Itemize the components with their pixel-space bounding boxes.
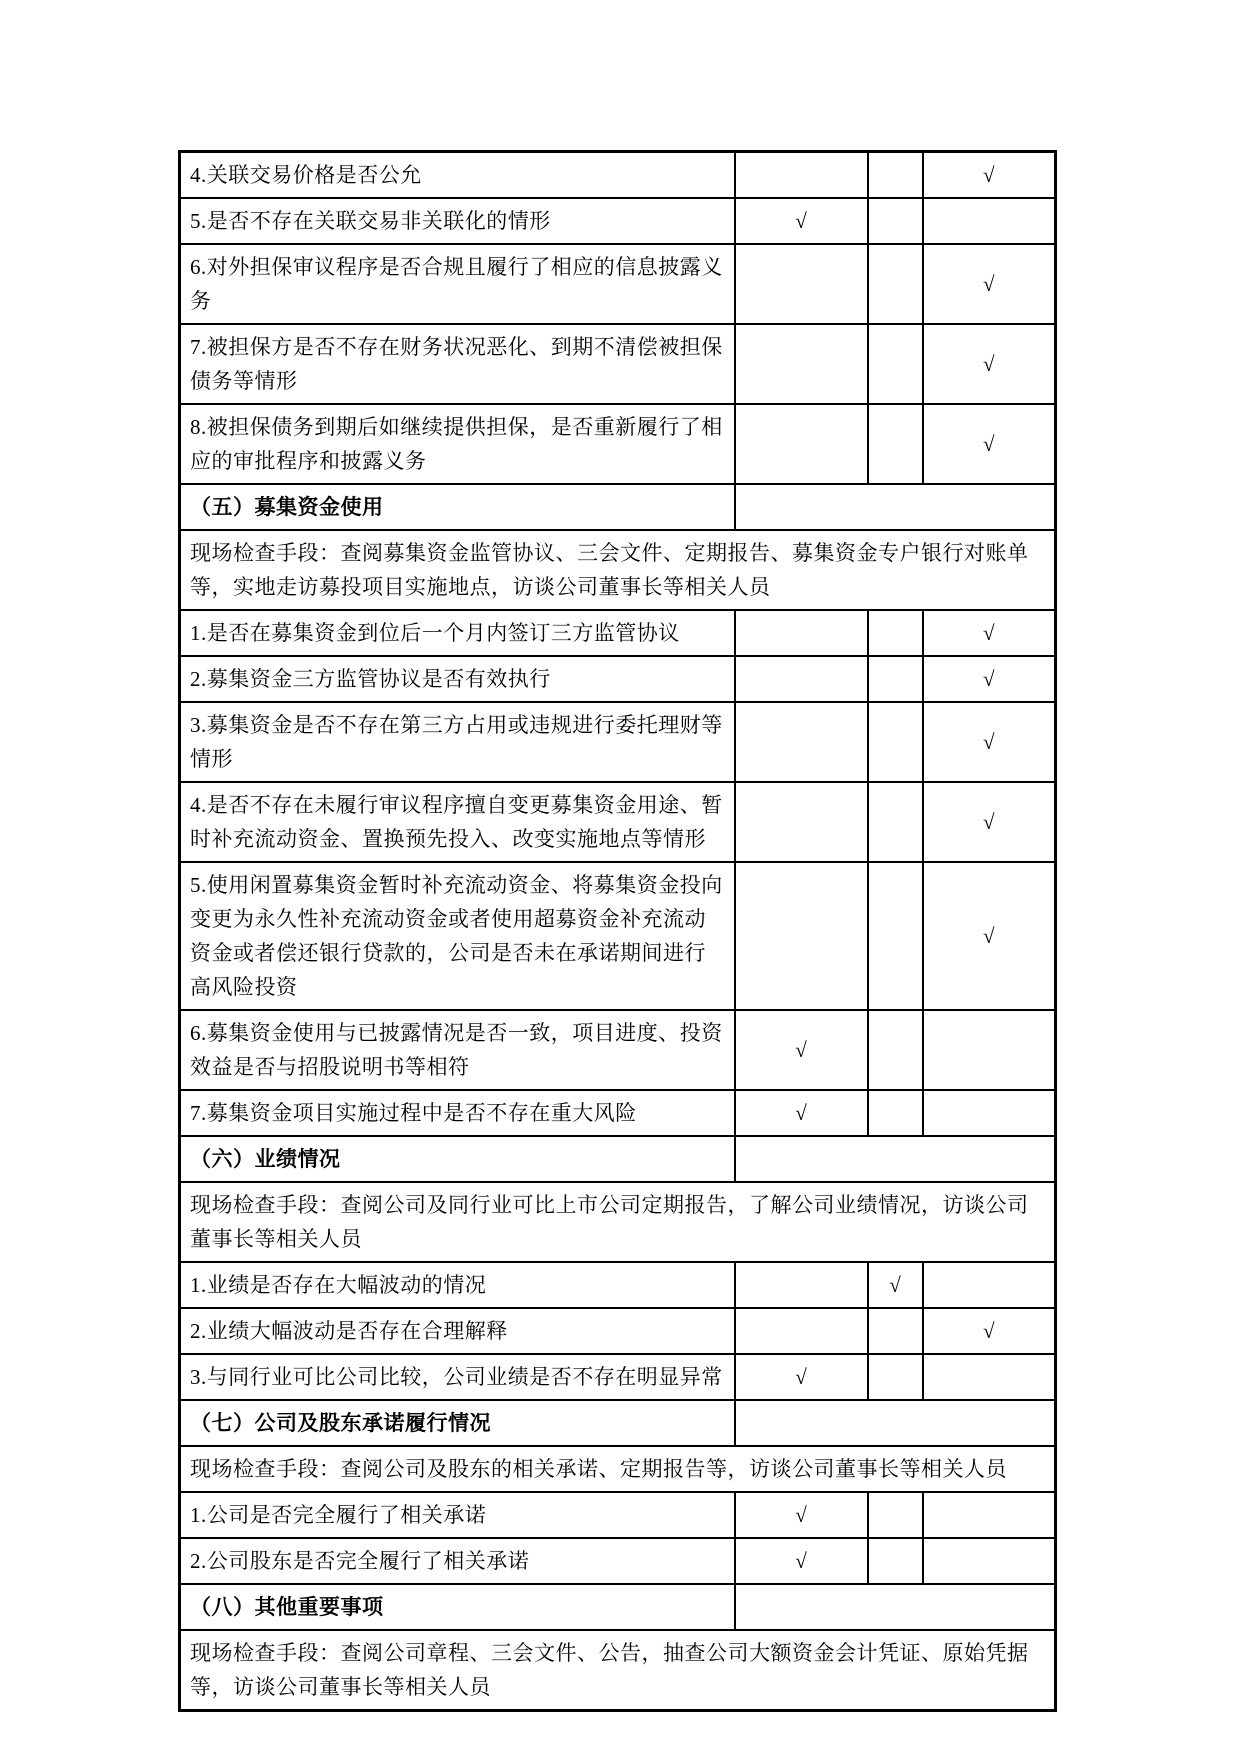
check-cell-col2 xyxy=(868,702,923,782)
item-text-cell: 3.与同行业可比公司比较，公司业绩是否不存在明显异常 xyxy=(180,1354,735,1400)
check-cell-col2 xyxy=(868,656,923,702)
item-text-cell: 4.关联交易价格是否公允 xyxy=(180,152,735,199)
check-cell-col2 xyxy=(868,1538,923,1584)
item-text-cell: 3.募集资金是否不存在第三方占用或违规进行委托理财等情形 xyxy=(180,702,735,782)
check-mark-col3: √ xyxy=(923,244,1056,324)
check-cell-col2 xyxy=(868,244,923,324)
section-header-empty-cell xyxy=(735,1584,1056,1630)
check-cell-col2 xyxy=(868,1308,923,1354)
checklist-body xyxy=(180,152,1056,1711)
checklist-row xyxy=(180,1182,1056,1262)
checklist-row xyxy=(180,198,1056,244)
checklist-row xyxy=(180,1354,1056,1400)
checklist-row xyxy=(180,484,1056,530)
check-cell-col2 xyxy=(868,1492,923,1538)
checklist-row xyxy=(180,1136,1056,1182)
check-cell-col1 xyxy=(735,862,868,1010)
item-text-cell: 2.募集资金三方监管协议是否有效执行 xyxy=(180,656,735,702)
check-mark-col3: √ xyxy=(923,152,1056,199)
checklist-row xyxy=(180,1262,1056,1308)
check-mark-col2: √ xyxy=(868,1262,923,1308)
check-mark-col1: √ xyxy=(735,1354,868,1400)
checklist-row xyxy=(180,862,1056,1010)
check-cell-col3 xyxy=(923,1538,1056,1584)
item-text-cell: 1.业绩是否存在大幅波动的情况 xyxy=(180,1262,735,1308)
check-mark-col3: √ xyxy=(923,656,1056,702)
check-cell-col1 xyxy=(735,152,868,199)
check-cell-col2 xyxy=(868,198,923,244)
check-mark-col1: √ xyxy=(735,1492,868,1538)
check-cell-col2 xyxy=(868,152,923,199)
checklist-row xyxy=(180,610,1056,656)
inspection-method-note: 现场检查手段：查阅公司及股东的相关承诺、定期报告等，访谈公司董事长等相关人员 xyxy=(180,1446,1056,1492)
section-header-cell: （六）业绩情况 xyxy=(180,1136,735,1182)
section-header-empty-cell xyxy=(735,1400,1056,1446)
check-cell-col1 xyxy=(735,656,868,702)
check-cell-col2 xyxy=(868,782,923,862)
check-cell-col2 xyxy=(868,324,923,404)
section-header-cell: （五）募集资金使用 xyxy=(180,484,735,530)
item-text-cell: 7.被担保方是否不存在财务状况恶化、到期不清偿被担保债务等情形 xyxy=(180,324,735,404)
check-mark-col1: √ xyxy=(735,1090,868,1136)
inspection-checklist-table xyxy=(178,150,1057,1712)
check-cell-col2 xyxy=(868,610,923,656)
check-cell-col1 xyxy=(735,404,868,484)
checklist-row xyxy=(180,530,1056,610)
item-text-cell: 6.募集资金使用与已披露情况是否一致，项目进度、投资效益是否与招股说明书等相符 xyxy=(180,1010,735,1090)
checklist-row xyxy=(180,1010,1056,1090)
check-cell-col2 xyxy=(868,1354,923,1400)
section-header-empty-cell xyxy=(735,1136,1056,1182)
section-header-empty-cell xyxy=(735,484,1056,530)
inspection-method-note: 现场检查手段：查阅公司及同行业可比上市公司定期报告，了解公司业绩情况，访谈公司董事长等相关人员 xyxy=(180,1182,1056,1262)
check-cell-col3 xyxy=(923,1010,1056,1090)
check-mark-col3: √ xyxy=(923,404,1056,484)
item-text-cell: 8.被担保债务到期后如继续提供担保，是否重新履行了相应的审批程序和披露义务 xyxy=(180,404,735,484)
checklist-row xyxy=(180,1492,1056,1538)
checklist-row xyxy=(180,152,1056,199)
check-cell-col1 xyxy=(735,324,868,404)
check-mark-col3: √ xyxy=(923,1308,1056,1354)
checklist-row xyxy=(180,404,1056,484)
checklist-row xyxy=(180,1446,1056,1492)
check-cell-col2 xyxy=(868,404,923,484)
item-text-cell: 4.是否不存在未履行审议程序擅自变更募集资金用途、暂时补充流动资金、置换预先投入、改变实施地点等情形 xyxy=(180,782,735,862)
check-mark-col3: √ xyxy=(923,782,1056,862)
item-text-cell: 6.对外担保审议程序是否合规且履行了相应的信息披露义务 xyxy=(180,244,735,324)
section-header-cell: （八）其他重要事项 xyxy=(180,1584,735,1630)
check-cell-col3 xyxy=(923,1090,1056,1136)
check-cell-col3 xyxy=(923,198,1056,244)
item-text-cell: 5.是否不存在关联交易非关联化的情形 xyxy=(180,198,735,244)
check-mark-col3: √ xyxy=(923,610,1056,656)
check-cell-col2 xyxy=(868,862,923,1010)
checklist-row xyxy=(180,244,1056,324)
check-cell-col3 xyxy=(923,1262,1056,1308)
check-cell-col1 xyxy=(735,1308,868,1354)
check-cell-col1 xyxy=(735,610,868,656)
check-mark-col3: √ xyxy=(923,702,1056,782)
check-mark-col1: √ xyxy=(735,198,868,244)
inspection-method-note: 现场检查手段：查阅公司章程、三会文件、公告，抽查公司大额资金会计凭证、原始凭据等，访谈公司董事长等相关人员 xyxy=(180,1630,1056,1711)
item-text-cell: 7.募集资金项目实施过程中是否不存在重大风险 xyxy=(180,1090,735,1136)
checklist-row xyxy=(180,1584,1056,1630)
checklist-row xyxy=(180,1630,1056,1711)
check-cell-col2 xyxy=(868,1090,923,1136)
check-mark-col1: √ xyxy=(735,1538,868,1584)
checklist-row xyxy=(180,782,1056,862)
check-mark-col1: √ xyxy=(735,1010,868,1090)
item-text-cell: 1.是否在募集资金到位后一个月内签订三方监管协议 xyxy=(180,610,735,656)
check-cell-col3 xyxy=(923,1354,1056,1400)
check-cell-col1 xyxy=(735,782,868,862)
checklist-row xyxy=(180,1090,1056,1136)
item-text-cell: 2.公司股东是否完全履行了相关承诺 xyxy=(180,1538,735,1584)
checklist-row xyxy=(180,656,1056,702)
checklist-row xyxy=(180,702,1056,782)
check-cell-col3 xyxy=(923,1492,1056,1538)
check-mark-col3: √ xyxy=(923,862,1056,1010)
check-cell-col1 xyxy=(735,1262,868,1308)
check-mark-col3: √ xyxy=(923,324,1056,404)
checklist-row xyxy=(180,1538,1056,1584)
check-cell-col2 xyxy=(868,1010,923,1090)
item-text-cell: 2.业绩大幅波动是否存在合理解释 xyxy=(180,1308,735,1354)
inspection-method-note: 现场检查手段：查阅募集资金监管协议、三会文件、定期报告、募集资金专户银行对账单等，实地走访募投项目实施地点，访谈公司董事长等相关人员 xyxy=(180,530,1056,610)
checklist-row xyxy=(180,1400,1056,1446)
checklist-row xyxy=(180,324,1056,404)
check-cell-col1 xyxy=(735,244,868,324)
checklist-row xyxy=(180,1308,1056,1354)
item-text-cell: 5.使用闲置募集资金暂时补充流动资金、将募集资金投向变更为永久性补充流动资金或者使用超募资金补充流动资金或者偿还银行贷款的，公司是否未在承诺期间进行高风险投资 xyxy=(180,862,735,1010)
check-cell-col1 xyxy=(735,702,868,782)
item-text-cell: 1.公司是否完全履行了相关承诺 xyxy=(180,1492,735,1538)
section-header-cell: （七）公司及股东承诺履行情况 xyxy=(180,1400,735,1446)
